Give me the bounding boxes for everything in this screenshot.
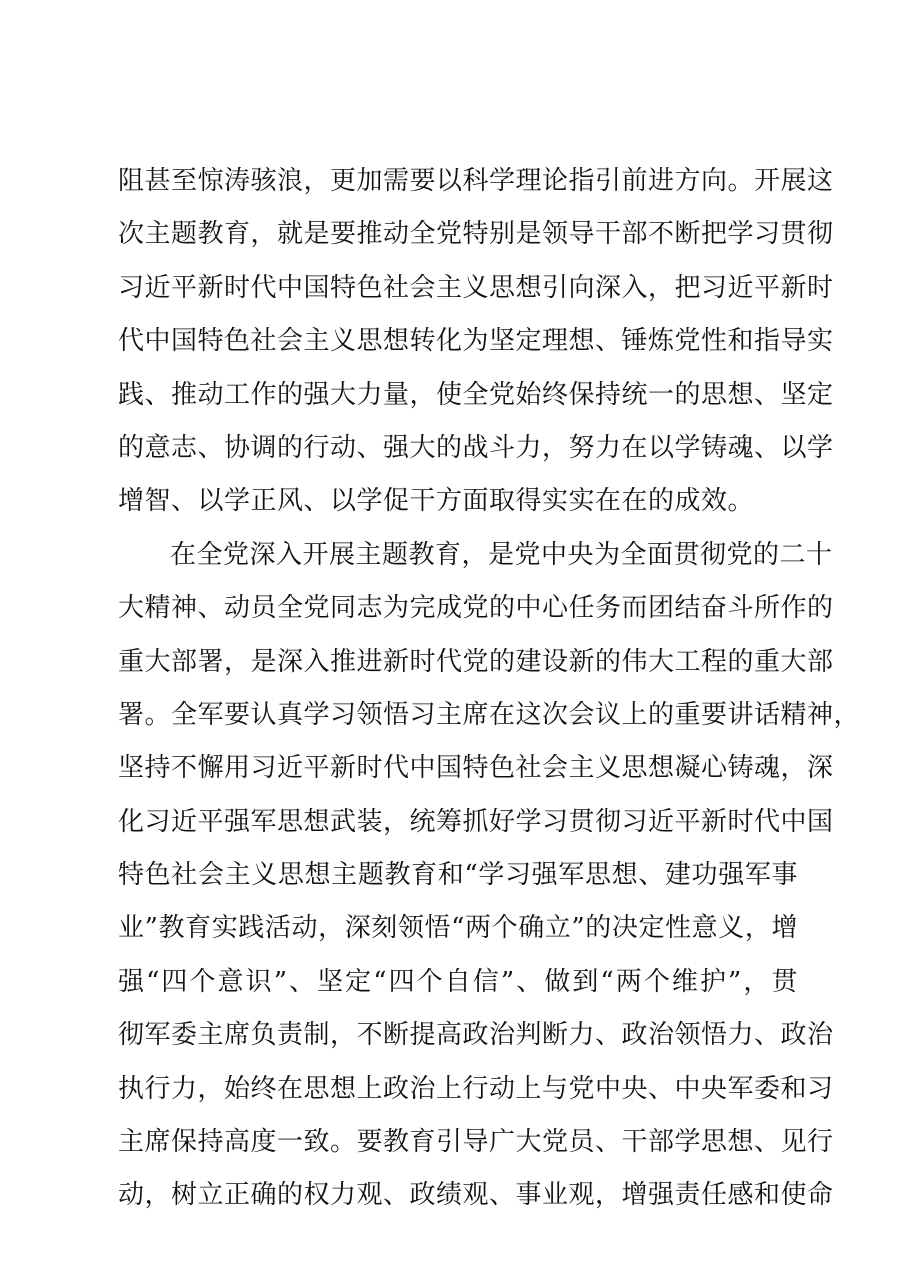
text-line: 增智、以学正风、以学促干方面取得实实在在的成效。 <box>118 486 755 517</box>
body-text <box>118 155 861 1276</box>
text-line: 坚持不懈用习近平新时代中国特色社会主义思想凝心铸魂，深 <box>118 753 834 784</box>
text-line: 彻军委主席负责制，不断提高政治判断力、政治领悟力、政治 <box>118 1020 834 1051</box>
text-line: 代中国特色社会主义思想转化为坚定理想、锤炼党性和指导实 <box>118 326 834 357</box>
text-line: 大精神、动员全党同志为完成党的中心任务而团结奋斗所作的 <box>118 593 834 624</box>
paragraph-1 <box>118 155 834 529</box>
text-line: 习近平新时代中国特色社会主义思想引向深入，把习近平新时 <box>118 272 834 303</box>
text-line: 化习近平强军思想武装，统筹抓好学习贯彻习近平新时代中国 <box>118 806 834 837</box>
text-line: 阻甚至惊涛骇浪，更加需要以科学理论指引前进方向。开展这 <box>118 166 834 196</box>
text-line: 重大部署，是深入推进新时代党的建设新的伟大工程的重大部 <box>118 646 834 677</box>
paragraph-2 <box>118 529 861 1276</box>
text-line: 署。全军要认真学习领悟习主席在这次会议上的重要讲话精神， <box>118 699 861 730</box>
text-line: 执行力，始终在思想上政治上行动上与党中央、中央军委和习 <box>118 1073 834 1104</box>
text-line: 业”教育实践活动，深刻领悟“两个确立”的决定性意义，增 <box>118 913 798 944</box>
text-line: 强“四个意识”、坚定“四个自信”、做到“两个维护”，贯 <box>118 966 798 997</box>
text-line: 动，树立正确的权力观、政绩观、事业观，增强责任感和使命 <box>118 1180 834 1211</box>
text-line: 主席保持高度一致。要教育引导广大党员、干部学思想、见行 <box>118 1127 834 1158</box>
text-line <box>118 1223 798 1276</box>
text-line: 特色社会主义思想主题教育和“学习强军思想、建功强军事 <box>118 860 798 891</box>
text-line: 次主题教育，就是要推动全党特别是领导干部不断把学习贯彻 <box>118 219 834 250</box>
text-line: 践、推动工作的强大力量，使全党始终保持统一的思想、坚定 <box>118 379 834 410</box>
text-line: 在全党深入开展主题教育，是党中央为全面贯彻党的二十 <box>170 539 833 570</box>
text-line: 的意志、协调的行动、强大的战斗力，努力在以学铸魂、以学 <box>118 432 834 463</box>
